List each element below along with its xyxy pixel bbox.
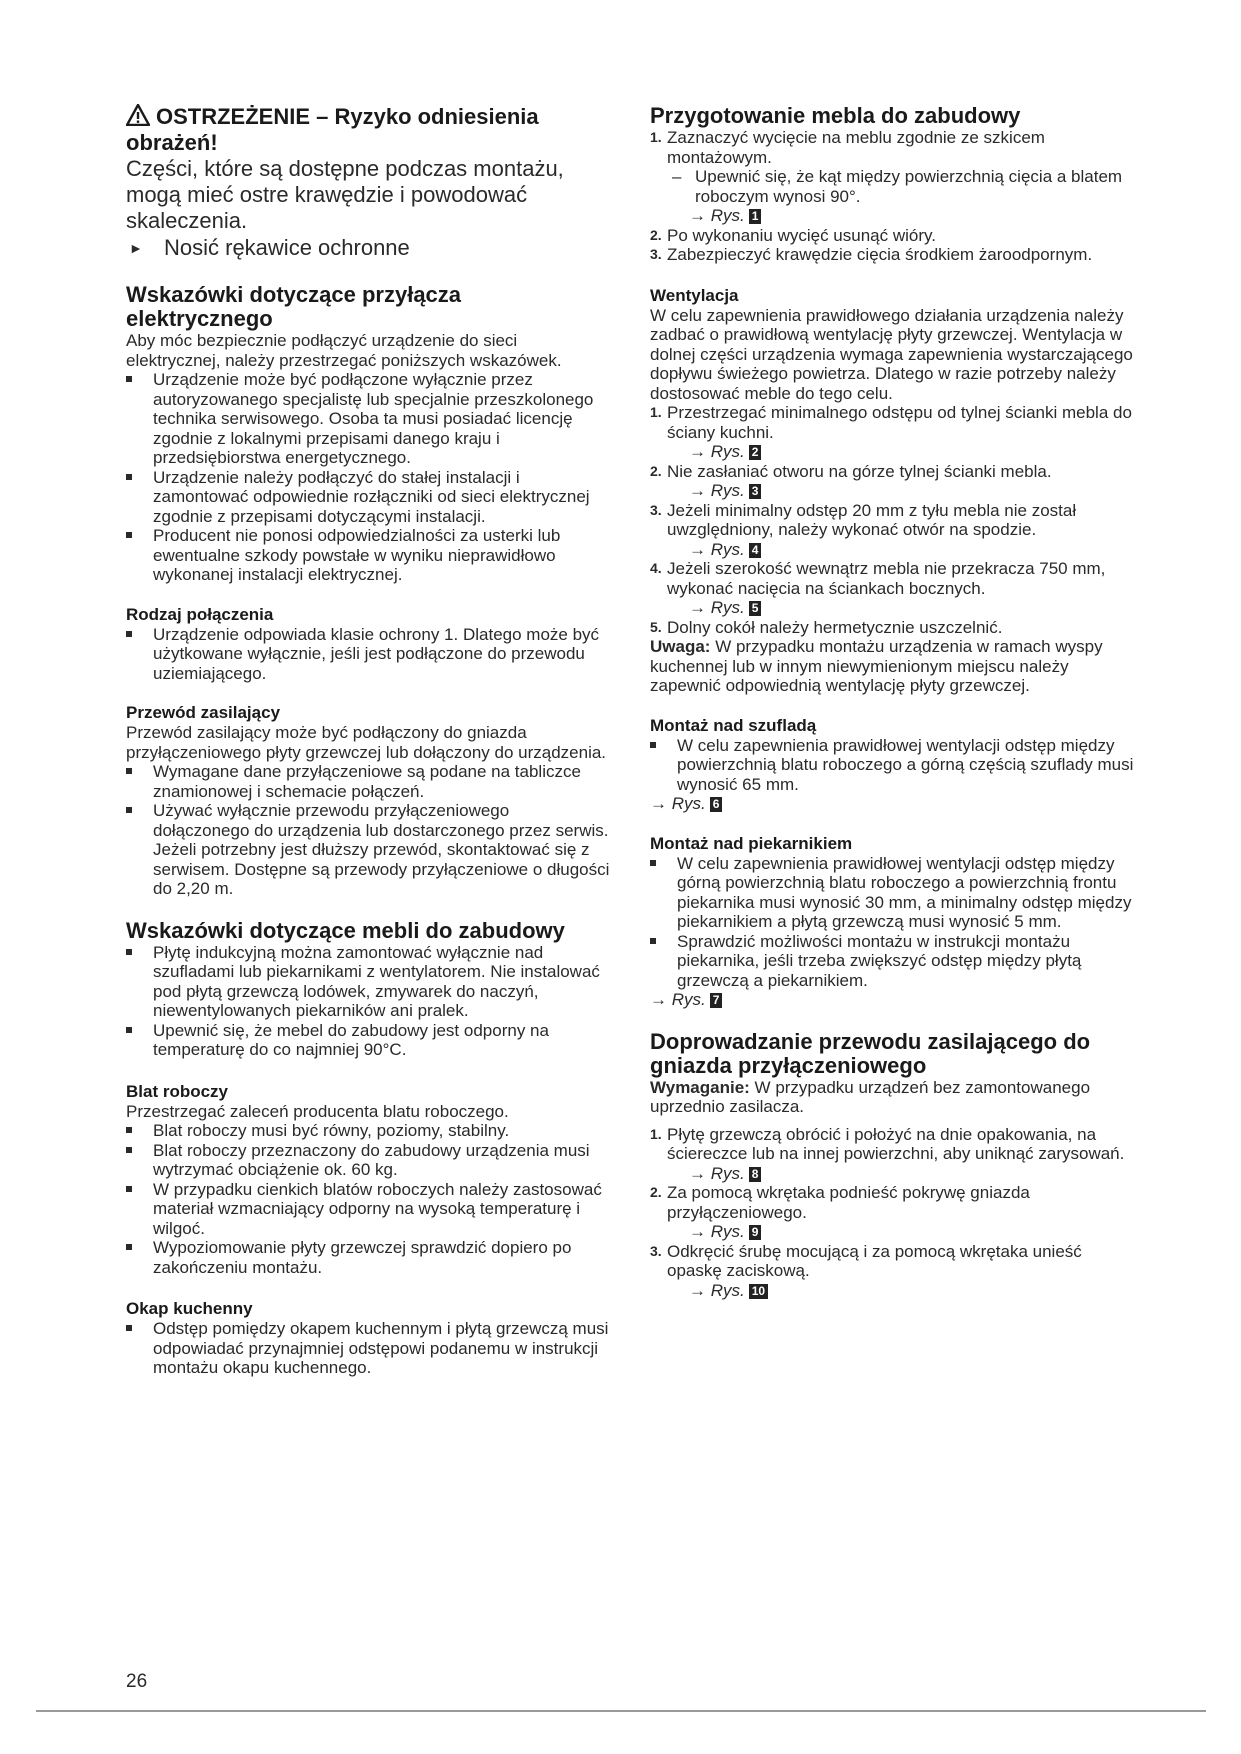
preparation-title: Przygotowanie mebla do zabudowy <box>650 103 1021 128</box>
list-item: Wypoziomowanie płyty grzewczej sprawdzić dopiero po zakończeniu montażu. <box>126 1238 610 1277</box>
figure-reference: → Rys. 8 <box>667 1164 1134 1184</box>
footer-divider <box>36 1710 1206 1712</box>
ventilation-title: Wentylacja <box>650 285 739 305</box>
list-item: Blat roboczy przeznaczony do zabudowy urządzenia musi wytrzymać obciążenie ok. 60 kg. <box>126 1141 610 1180</box>
list-item: Używać wyłącznie przewodu przyłączeniowego dołączonego do urządzenia lub dostarczonego przez serwis. Jeżeli potrzebny jest dłuższy przewód, skontaktować się z serwisem. Dostępne są przewody przyłączeniowe o długości do 2,20 m. <box>126 801 610 899</box>
list-item: 2. Po wykonaniu wycięć usunąć wióry. <box>650 225 936 245</box>
worktop-title: Blat roboczy <box>126 1081 229 1101</box>
socket-title: Doprowadzanie przewodu zasilającego do gniazda przyłączeniowego <box>650 1028 1091 1078</box>
preparation-steps <box>650 128 1134 265</box>
socket-requirement: Wymaganie: W przypadku urządzeń bez zamontowanego uprzednio zasilacza. <box>650 1077 1091 1116</box>
list-item: 3. Jeżeli minimalny odstęp 20 mm z tyłu mebla nie został uwzględniony, należy wykonać otwór na spodzie. → Rys. 4 <box>650 501 1134 560</box>
list-item: W celu zapewnienia prawidłowej wentylacji odstęp między powierzchnią blatu roboczego a górną częścią szuflady musi wynosić 65 mm. <box>650 736 1134 795</box>
list-item: 3. Zabezpieczyć krawędzie cięcia środkiem żaroodpornym. <box>650 245 1093 264</box>
list-item: 2. Nie zasłaniać otworu na górze tylnej ścianki mebla. → Rys. 3 <box>650 462 1134 501</box>
sub-item: – Upewnić się, że kąt między powierzchnią cięcia a blatem roboczym wynosi 90°. <box>672 167 1123 206</box>
figure-reference: → Rys. 4 <box>667 540 1134 560</box>
list-item: 1. Płytę grzewczą obrócić i położyć na dnie opakowania, na ściereczce lub na innej powierzchni, aby uniknąć zarysowań. → Rys. 8 <box>650 1125 1134 1184</box>
cable-list <box>126 762 610 899</box>
step-number: 3. <box>650 246 662 262</box>
furniture-title: Wskazówki dotyczące mebli do zabudowy <box>126 917 565 943</box>
cable-intro: Przewód zasilający może być podłączony do gniazda przyłączeniowego płyty grzewczej lub dołączony do urządzenia. <box>126 723 607 762</box>
ventilation-intro: W celu zapewnienia prawidłowego działania urządzenia należy zadbać o prawidłową wentylację płyty grzewczej. Wentylacja w dolnej części urządzenia wymaga zapewnienia wystarczającego dopływu świeżego powietrza. Dlatego w razie potrzeby należy dostosować meble do tego celu. <box>650 305 1133 403</box>
oven-list <box>650 854 1134 991</box>
list-item: Urządzenie odpowiada klasie ochrony 1. Dlatego może być użytkowane wyłącznie, jeśli jest podłączone do przewodu uziemiającego. <box>126 625 610 684</box>
electrical-intro: Aby móc bezpiecznie podłączyć urządzenie do sieci elektrycznej, należy przestrzegać poniższych wskazówek. <box>126 331 562 370</box>
warning-title: OSTRZEŻENIE – Ryzyko odniesienia obrażeń! <box>126 104 539 155</box>
warning-body: Części, które są dostępne podczas montażu, mogą mieć ostre krawędzie i powodować skaleczenia. <box>126 156 564 233</box>
figure-reference: → Rys. 1 <box>667 206 1134 226</box>
figure-reference: → Rys. 6 <box>650 794 1134 814</box>
ventilation-steps <box>650 403 1134 637</box>
list-item: Odstęp pomiędzy okapem kuchennym i płytą grzewczą musi odpowiadać przynajmniej odstępowi podanemu w instrukcji montażu okapu kuchennego. <box>126 1319 610 1378</box>
cable-title: Przewód zasilający <box>126 703 281 722</box>
figure-reference: → Rys. 7 <box>650 990 1134 1010</box>
connection-type-title: Rodzaj połączenia <box>126 604 274 624</box>
figure-reference: → Rys. 10 <box>667 1281 1134 1301</box>
list-item: 1. Przestrzegać minimalnego odstępu od tylnej ścianki mebla do ściany kuchni. → Rys. 2 <box>650 403 1134 462</box>
list-item: 1. Zaznaczyć wycięcie na meblu zgodnie ze szkicem montażowym. – Upewnić się, że kąt między powierzchnią cięcia a blatem roboczym wynosi 90°. → Rys. 1 <box>650 128 1134 226</box>
figure-reference: → Rys. 3 <box>667 481 1134 501</box>
figure-reference: → Rys. 2 <box>667 442 1134 462</box>
list-item: 4. Jeżeli szerokość wewnątrz mebla nie przekracza 750 mm, wykonać nacięcia na ściankach bocznych. → Rys. 5 <box>650 559 1134 618</box>
list-item: Upewnić się, że mebel do zabudowy jest odporny na temperaturę do co najmniej 90°C. <box>126 1021 610 1060</box>
hood-title: Okap kuchenny <box>126 1299 253 1318</box>
list-item: Blat roboczy musi być równy, poziomy, stabilny. <box>126 1121 610 1141</box>
figure-reference: → Rys. 5 <box>667 598 1134 618</box>
hood-list <box>126 1319 610 1378</box>
list-item: W celu zapewnienia prawidłowej wentylacji odstęp między górną powierzchnią blatu roboczego a powierzchnią frontu piekarnika musi wynosić 30 mm, a minimalny odstęp między piekarnikiem a płytą grzewczą musi wynosić 5 mm. <box>650 854 1134 932</box>
list-item: W przypadku cienkich blatów roboczych należy zastosować materiał wzmacniający odporny na wysoką temperaturę i wilgoć. <box>126 1180 610 1239</box>
warning-action: ► Nosić rękawice ochronne <box>129 235 410 260</box>
figure-reference: → Rys. 9 <box>667 1222 1134 1242</box>
drawer-list <box>650 736 1134 795</box>
list-item: Urządzenie należy podłączyć do stałej instalacji i zamontować odpowiednie rozłączniki od sieci elektrycznej zgodnie z przepisami dotyczącymi instalacji. <box>126 468 610 527</box>
page-number: 26 <box>126 1671 148 1692</box>
socket-steps <box>650 1125 1134 1301</box>
electrical-title: Wskazówki dotyczące przyłącza elektrycznego <box>126 282 462 331</box>
electrical-list <box>126 370 610 585</box>
oven-title: Montaż nad piekarnikiem <box>650 833 853 853</box>
list-item: 3. Odkręcić śrubę mocującą i za pomocą wkrętaka unieść opaskę zaciskową. → Rys. 10 <box>650 1242 1134 1301</box>
ventilation-note: Uwaga: W przypadku montażu urządzenia w ramach wyspy kuchennej lub w innym niewymienionym miejscu należy zapewnić odpowiednią wentylację płyty grzewczej. <box>650 637 1103 695</box>
list-item: Urządzenie może być podłączone wyłącznie przez autoryzowanego specjalistę lub specjalnie przeszkolonego technika serwisowego. Osoba ta musi posiadać licencję zgodnie z lokalnymi przepisami danego kraju i przedsiębiorstwa energetycznego. <box>126 370 610 468</box>
list-item: Wymagane dane przyłączeniowe są podane na tabliczce znamionowej i schemacie połączeń. <box>126 762 610 801</box>
list-item: Płytę indukcyjną można zamontować wyłącznie nad szufladami lub piekarnikami z wentylatorem. Nie instalować pod płytą grzewczą lodówek, zmywarek do naczyń, niewentylowanych piekarników ani pralek. <box>126 943 610 1021</box>
warning-triangle-icon <box>126 104 150 126</box>
furniture-list <box>126 943 610 1060</box>
list-item: 2. Za pomocą wkrętaka podnieść pokrywę gniazda przyłączeniowego. → Rys. 9 <box>650 1183 1134 1242</box>
arrow-right-icon: ► <box>129 240 143 256</box>
left-column <box>126 104 610 1378</box>
list-item: Sprawdzić możliwości montażu w instrukcji montażu piekarnika, jeśli trzeba zwiększyć odstęp między płytą grzewczą a piekarnikiem. <box>650 932 1134 991</box>
list-item: 5. Dolny cokół należy hermetycznie uszczelnić. <box>650 617 1003 637</box>
connection-type-list <box>126 625 610 684</box>
warning-block <box>126 104 610 262</box>
worktop-intro: Przestrzegać zaleceń producenta blatu roboczego. <box>126 1101 509 1121</box>
right-column <box>650 104 1134 1300</box>
worktop-list <box>126 1121 610 1277</box>
step-number: 2. <box>650 226 662 243</box>
step-number: 1. <box>650 129 662 145</box>
list-item: Producent nie ponosi odpowiedzialności za usterki lub ewentualne szkody powstałe w wyniku nieprawidłowo wykonanej instalacji elektrycznej. <box>126 526 610 585</box>
drawer-title: Montaż nad szufladą <box>650 715 817 735</box>
